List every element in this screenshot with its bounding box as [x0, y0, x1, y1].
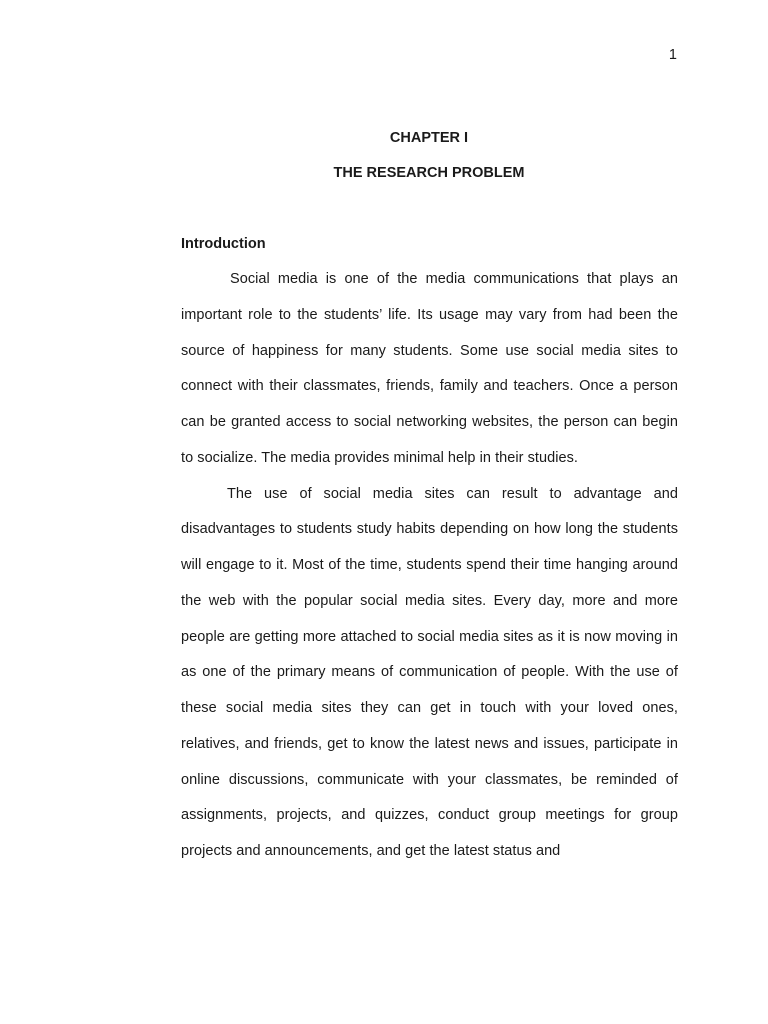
section-heading: Introduction [181, 236, 266, 252]
chapter-title: THE RESEARCH PROBLEM [333, 165, 525, 181]
paragraph: The use of social media sites can result to advantage and disadvantages to students study habits depending on how long the students will engage to it. Most of the time, students spend their time hanging around the web with the popular social media sites. Every day, more and more people are getting more attached to social media sites as it is now moving in as one of the primary means of communication of people. With the use of these social media sites they can get in touch with your loved ones, relatives, and friends, get to know the latest news and issues, participate in online discussions, communicate with your classmates, be reminded of assignments, projects, and quizzes, conduct group meetings for group projects and announcements, and get the latest status and [181, 485, 678, 859]
body-text [181, 262, 678, 870]
chapter-label: CHAPTER I [389, 130, 469, 146]
page-number: 1 [668, 47, 677, 63]
paragraph: Social media is one of the media communications that plays an important role to the students’ life. Its usage may vary from had been the source of happiness for many students. Some use social media sites to connect with their classmates, friends, family and teachers. Once a person can be granted access to social networking websites, the person can begin to socialize. The media provides minimal help in their studies. [181, 271, 678, 466]
